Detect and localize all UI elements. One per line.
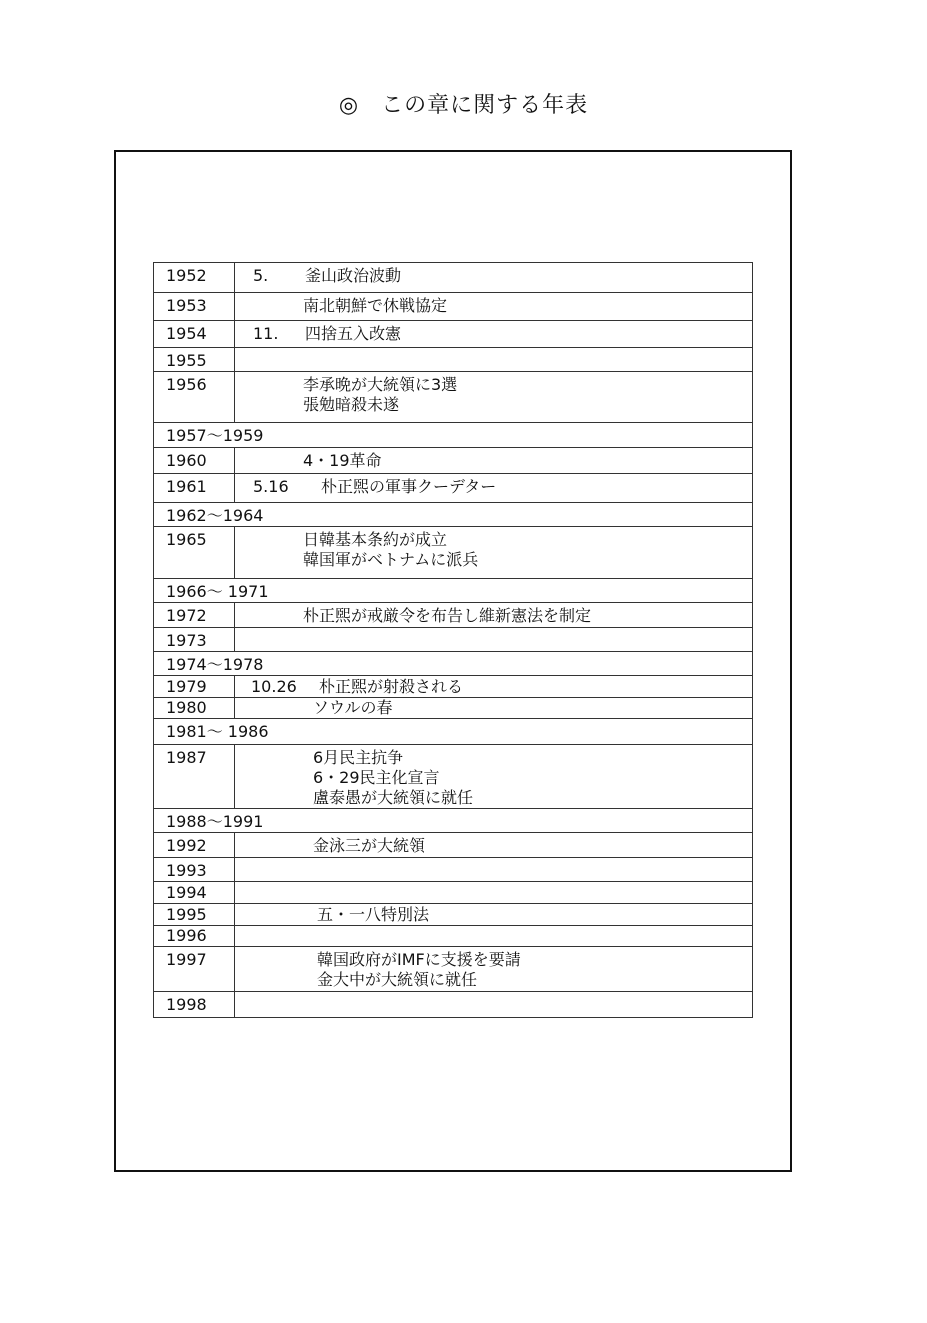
- year-cell: 1994: [154, 882, 235, 904]
- event-cell: [235, 992, 753, 1018]
- year-cell: 1987: [154, 745, 235, 809]
- timeline-table: [153, 262, 753, 1018]
- year-cell: 1981～ 1986: [154, 719, 235, 745]
- event-text: 日韓基本条約が成立: [303, 530, 448, 549]
- table-row: [154, 858, 753, 882]
- table-row: [154, 745, 753, 809]
- table-row: [154, 652, 753, 676]
- event-cell: [235, 474, 753, 503]
- table-row: [154, 992, 753, 1018]
- date-label: 10.26: [251, 677, 297, 696]
- year-cell: 1996: [154, 926, 235, 947]
- date-label: 5.16: [253, 477, 289, 496]
- event-text: 朴正煕の軍事クーデター: [321, 477, 497, 496]
- event-text: 五・一八特別法: [317, 905, 430, 924]
- event-cell: [235, 833, 753, 858]
- table-row: [154, 321, 753, 348]
- event-text: 韓国政府がIMFに支援を要請: [317, 950, 521, 969]
- year-cell: 1956: [154, 372, 235, 423]
- event-cell: [235, 448, 753, 474]
- year-cell: 1974～1978: [154, 652, 235, 676]
- table-row: [154, 947, 753, 992]
- double-circle-mark: ◎: [338, 93, 360, 118]
- event-cell: [235, 926, 753, 947]
- title-text: この章に関する年表: [381, 93, 589, 118]
- table-row: [154, 833, 753, 858]
- event-cell: [235, 527, 753, 579]
- event-cell: [235, 698, 753, 719]
- year-cell: 1980: [154, 698, 235, 719]
- event-cell: [235, 603, 753, 628]
- year-cell: 1957～1959: [154, 423, 235, 448]
- event-cell: [235, 652, 753, 676]
- year-cell: 1966～ 1971: [154, 579, 235, 603]
- table-row: [154, 579, 753, 603]
- event-cell: [235, 745, 753, 809]
- year-cell: 1993: [154, 858, 235, 882]
- event-text: 韓国軍がベトナムに派兵: [303, 550, 479, 569]
- year-cell: 1953: [154, 293, 235, 321]
- year-cell: 1955: [154, 348, 235, 372]
- event-text: 金泳三が大統領: [313, 836, 426, 855]
- event-text: 6月民主抗争: [313, 748, 404, 767]
- table-row: [154, 527, 753, 579]
- year-cell: 1972: [154, 603, 235, 628]
- event-cell: [235, 904, 753, 926]
- event-text: 4・19革命: [303, 451, 382, 470]
- year-cell: 1962～1964: [154, 503, 235, 527]
- event-text: 金大中が大統領に就任: [317, 970, 478, 989]
- event-text: ソウルの春: [313, 698, 393, 717]
- event-text: 朴正煕が戒厳令を布告し維新憲法を制定: [303, 606, 592, 625]
- date-label: 5.: [253, 266, 269, 285]
- event-cell: [235, 372, 753, 423]
- event-cell: [235, 348, 753, 372]
- event-text: 釜山政治波動: [305, 266, 402, 285]
- table-row: [154, 448, 753, 474]
- table-row: [154, 348, 753, 372]
- table-row: [154, 904, 753, 926]
- year-cell: 1979: [154, 676, 235, 698]
- event-cell: [235, 503, 753, 527]
- year-cell: 1965: [154, 527, 235, 579]
- year-cell: 1960: [154, 448, 235, 474]
- table-row: [154, 882, 753, 904]
- table-row: [154, 603, 753, 628]
- table-row: [154, 676, 753, 698]
- event-text: 南北朝鮮で休戦協定: [303, 296, 448, 315]
- year-cell: 1973: [154, 628, 235, 652]
- event-cell: [235, 676, 753, 698]
- event-text: 四捨五入改憲: [305, 324, 402, 343]
- event-cell: [235, 858, 753, 882]
- event-cell: [235, 263, 753, 293]
- table-row: [154, 628, 753, 652]
- table-row: [154, 698, 753, 719]
- table-row: [154, 293, 753, 321]
- year-cell: 1995: [154, 904, 235, 926]
- year-cell: 1997: [154, 947, 235, 992]
- event-text: 朴正煕が射殺される: [319, 677, 464, 696]
- table-row: [154, 263, 753, 293]
- table-row: [154, 372, 753, 423]
- year-cell: 1988～1991: [154, 809, 235, 833]
- table-row: [154, 926, 753, 947]
- year-cell: 1998: [154, 992, 235, 1018]
- date-label: 11.: [253, 324, 279, 343]
- event-cell: [235, 293, 753, 321]
- year-cell: 1954: [154, 321, 235, 348]
- event-text: 6・29民主化宣言: [313, 768, 440, 787]
- event-text: 李承晩が大統領に3選: [303, 375, 458, 394]
- table-row: [154, 809, 753, 833]
- event-cell: [235, 423, 753, 448]
- table-row: [154, 503, 753, 527]
- event-text: 張勉暗殺未遂: [303, 395, 400, 414]
- year-cell: 1992: [154, 833, 235, 858]
- event-cell: [235, 809, 753, 833]
- event-cell: [235, 579, 753, 603]
- event-cell: [235, 719, 753, 745]
- table-row: [154, 423, 753, 448]
- page-title: [0, 88, 927, 119]
- table-row: [154, 474, 753, 503]
- event-cell: [235, 882, 753, 904]
- event-text: 盧泰愚が大統領に就任: [313, 788, 474, 807]
- event-cell: [235, 628, 753, 652]
- table-row: [154, 719, 753, 745]
- year-cell: 1961: [154, 474, 235, 503]
- event-cell: [235, 947, 753, 992]
- event-cell: [235, 321, 753, 348]
- year-cell: 1952: [154, 263, 235, 293]
